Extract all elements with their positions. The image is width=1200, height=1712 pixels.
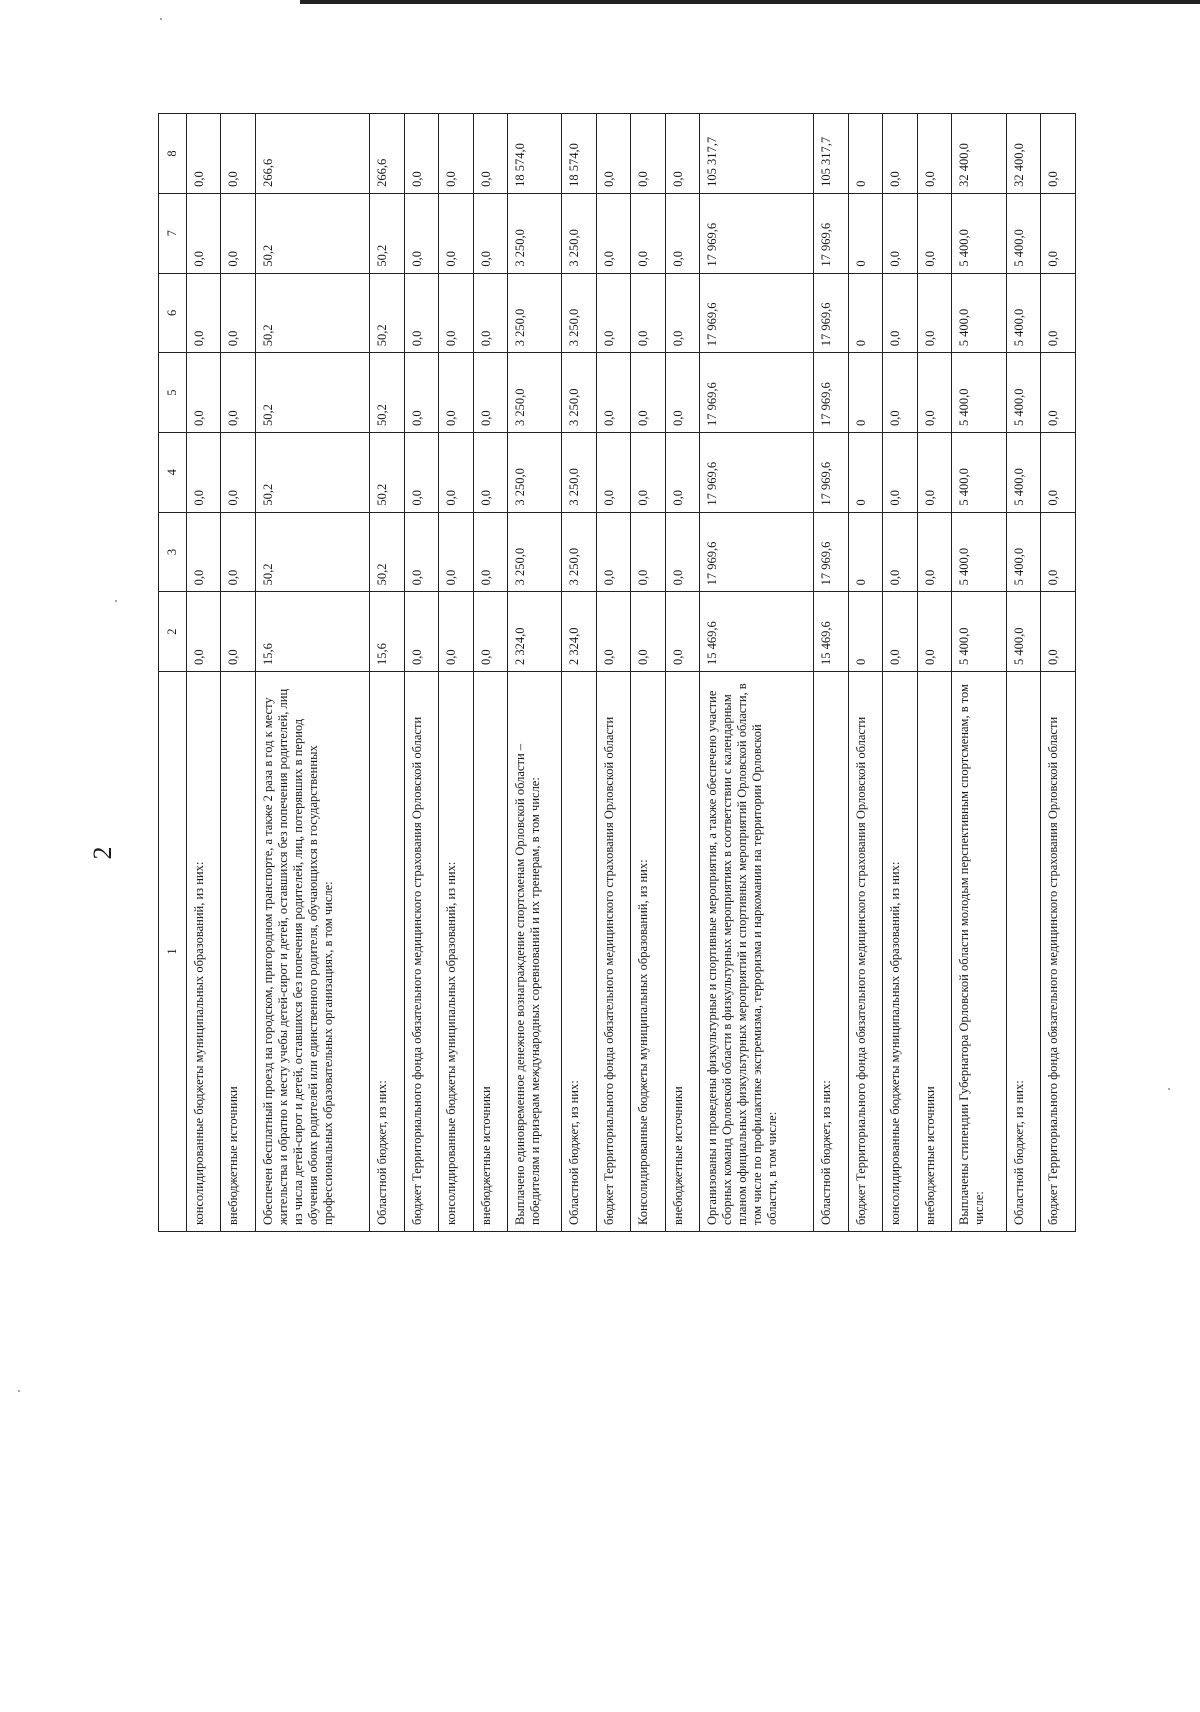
value-cell: 0,0 [221,353,255,433]
value-cell: 0,0 [883,432,917,512]
value-cell: 0,0 [596,592,630,672]
value-cell: 3 250,0 [508,193,562,273]
table-row [665,114,699,1232]
value-cell: 3 250,0 [562,193,596,273]
value-cell: 0,0 [596,512,630,592]
value-cell: 0,0 [917,432,951,512]
value-cell: 0,0 [631,432,665,512]
scan-edge-line [300,0,1200,4]
value-cell: 105 317,7 [700,114,814,194]
value-cell: 17 969,6 [814,512,848,592]
value-cell: 50,2 [255,512,369,592]
value-cell: 0,0 [221,193,255,273]
value-cell: 5 400,0 [1006,432,1040,512]
value-cell: 0 [848,193,882,273]
row-label: бюджет Территориального фонда обязательного медицинского страхования Орловской области [848,672,882,1232]
table-row [370,114,404,1232]
value-cell: 2 324,0 [562,592,596,672]
value-cell: 0,0 [473,273,507,353]
value-cell: 266,6 [370,114,404,194]
table-row [221,114,255,1232]
value-cell: 0,0 [439,432,473,512]
header-cell: 4 [159,432,187,512]
value-cell: 50,2 [255,273,369,353]
table-row [1006,114,1040,1232]
table-row [1041,114,1076,1232]
value-cell: 0,0 [1041,114,1076,194]
value-cell: 0,0 [883,193,917,273]
value-cell: 0,0 [473,114,507,194]
scan-speck [18,1390,20,1392]
value-cell: 0,0 [187,273,221,353]
value-cell: 5 400,0 [1006,193,1040,273]
value-cell: 0,0 [473,592,507,672]
table-row [473,114,507,1232]
value-cell: 5 400,0 [1006,273,1040,353]
value-cell: 0,0 [631,353,665,433]
value-cell: 15 469,6 [700,592,814,672]
header-cell: 5 [159,353,187,433]
value-cell: 0,0 [439,114,473,194]
value-cell: 5 400,0 [1006,512,1040,592]
value-cell: 17 969,6 [814,273,848,353]
value-cell: 17 969,6 [700,512,814,592]
value-cell: 0,0 [473,353,507,433]
value-cell: 17 969,6 [814,193,848,273]
value-cell: 0 [848,273,882,353]
value-cell: 0 [848,114,882,194]
header-cell: 7 [159,193,187,273]
value-cell: 5 400,0 [952,273,1006,353]
value-cell: 17 969,6 [700,193,814,273]
table-row [439,114,473,1232]
value-cell: 0,0 [631,592,665,672]
value-cell: 3 250,0 [562,512,596,592]
value-cell: 0,0 [473,432,507,512]
value-cell: 50,2 [370,353,404,433]
value-cell: 0,0 [1041,512,1076,592]
value-cell: 3 250,0 [508,353,562,433]
scan-speck [1168,1088,1170,1090]
value-cell: 0,0 [596,432,630,512]
value-cell: 50,2 [255,432,369,512]
value-cell: 5 400,0 [952,432,1006,512]
row-label: консолидированные бюджеты муниципальных образований, из них: [439,672,473,1232]
header-cell: 3 [159,512,187,592]
value-cell: 0,0 [1041,273,1076,353]
value-cell: 0,0 [187,592,221,672]
value-cell: 0,0 [665,592,699,672]
value-cell: 0,0 [473,193,507,273]
value-cell: 5 400,0 [952,193,1006,273]
value-cell: 0,0 [221,432,255,512]
value-cell: 32 400,0 [1006,114,1040,194]
row-label: Областной бюджет, из них: [562,672,596,1232]
value-cell: 0,0 [187,193,221,273]
value-cell: 0,0 [665,114,699,194]
value-cell: 105 317,7 [814,114,848,194]
value-cell: 3 250,0 [508,512,562,592]
row-label: Областной бюджет, из них: [370,672,404,1232]
page-number: 2 [88,846,117,860]
value-cell: 0,0 [404,512,438,592]
value-cell: 0,0 [221,592,255,672]
value-cell: 3 250,0 [562,353,596,433]
value-cell: 0,0 [883,114,917,194]
row-label: бюджет Территориального фонда обязательного медицинского страхования Орловской области [1041,672,1076,1232]
value-cell: 0,0 [917,512,951,592]
table-row [255,114,369,1232]
value-cell: 0,0 [187,353,221,433]
value-cell: 0,0 [439,193,473,273]
table-row [404,114,438,1232]
value-cell: 50,2 [370,512,404,592]
row-label: консолидированные бюджеты муниципальных образований, из них: [187,672,221,1232]
row-label: Выплачены стипендии Губернатора Орловской области молодым перспективным спортсменам, в том числе: [952,672,1006,1232]
value-cell: 3 250,0 [508,432,562,512]
value-cell: 0,0 [404,592,438,672]
row-label: внебюджетные источники [473,672,507,1232]
value-cell: 3 250,0 [508,273,562,353]
value-cell: 0,0 [439,512,473,592]
value-cell: 0,0 [1041,432,1076,512]
table-row [814,114,848,1232]
row-label: Организованы и проведены физкультурные и спортивные мероприятия, а также обеспечено участие сборных команд Орловской области в физкультурных мероприятиях в соответствии с календарным планом официальных физкультурных мероприятий и спортивных мероприятий Орловской области, в том числе по профилактике экстремизма, терроризма и наркомании на территории Орловской области, в том числе: [700,672,814,1232]
header-cell: 6 [159,273,187,353]
value-cell: 0,0 [883,273,917,353]
value-cell: 17 969,6 [700,432,814,512]
row-label: Областной бюджет, из них: [814,672,848,1232]
value-cell: 50,2 [255,353,369,433]
scan-speck [160,18,162,20]
row-label: Консолидированные бюджеты муниципальных образований, из них: [631,672,665,1232]
table-row [952,114,1006,1232]
value-cell: 0,0 [917,193,951,273]
table-body [187,114,1076,1232]
value-cell: 0,0 [1041,353,1076,433]
table-row [562,114,596,1232]
header-cell: 8 [159,114,187,194]
table-row [917,114,951,1232]
value-cell: 0,0 [439,592,473,672]
value-cell: 0,0 [883,512,917,592]
value-cell: 0,0 [665,353,699,433]
value-cell: 0,0 [439,353,473,433]
value-cell: 0,0 [404,432,438,512]
value-cell: 5 400,0 [952,512,1006,592]
header-cell: 2 [159,592,187,672]
value-cell: 0,0 [221,114,255,194]
value-cell: 17 969,6 [700,273,814,353]
table-row [700,114,814,1232]
row-label: внебюджетные источники [917,672,951,1232]
value-cell: 0 [848,353,882,433]
table-row [596,114,630,1232]
value-cell: 0,0 [631,114,665,194]
value-cell: 0,0 [404,114,438,194]
value-cell: 0 [848,512,882,592]
budget-table [158,113,1076,1232]
value-cell: 0,0 [596,193,630,273]
value-cell: 0,0 [917,592,951,672]
value-cell: 5 400,0 [952,592,1006,672]
value-cell: 2 324,0 [508,592,562,672]
scan-speck [115,600,117,602]
row-label: внебюджетные источники [665,672,699,1232]
value-cell: 0,0 [917,353,951,433]
value-cell: 50,2 [370,273,404,353]
table-row [848,114,882,1232]
value-cell: 0 [848,592,882,672]
header-row [159,114,187,1232]
value-cell: 0,0 [665,512,699,592]
header-cell: 1 [159,672,187,1232]
value-cell: 0,0 [596,114,630,194]
value-cell: 0,0 [631,273,665,353]
table-row [883,114,917,1232]
value-cell: 0,0 [187,114,221,194]
value-cell: 15,6 [255,592,369,672]
value-cell: 18 574,0 [562,114,596,194]
value-cell: 3 250,0 [562,432,596,512]
value-cell: 32 400,0 [952,114,1006,194]
table-container [158,114,1076,1232]
value-cell: 0,0 [439,273,473,353]
value-cell: 0 [848,432,882,512]
value-cell: 0,0 [473,512,507,592]
value-cell: 0,0 [187,432,221,512]
value-cell: 0,0 [631,512,665,592]
value-cell: 0,0 [404,353,438,433]
value-cell: 3 250,0 [562,273,596,353]
value-cell: 0,0 [187,512,221,592]
value-cell: 0,0 [221,273,255,353]
value-cell: 17 969,6 [814,353,848,433]
value-cell: 17 969,6 [814,432,848,512]
table-row [187,114,221,1232]
value-cell: 0,0 [596,273,630,353]
value-cell: 0,0 [883,353,917,433]
value-cell: 0,0 [1041,193,1076,273]
value-cell: 50,2 [255,193,369,273]
value-cell: 5 400,0 [1006,353,1040,433]
value-cell: 15,6 [370,592,404,672]
value-cell: 50,2 [370,193,404,273]
row-label: бюджет Территориального фонда обязательного медицинского страхования Орловской области [596,672,630,1232]
value-cell: 0,0 [665,193,699,273]
value-cell: 0,0 [404,193,438,273]
value-cell: 0,0 [665,432,699,512]
value-cell: 0,0 [665,273,699,353]
value-cell: 0,0 [917,273,951,353]
value-cell: 0,0 [1041,592,1076,672]
value-cell: 50,2 [370,432,404,512]
row-label: Выплачено единовременное денежное вознаграждение спортсменам Орловской области – победителям и призерам международных соревнований и их тренерам, в том числе: [508,672,562,1232]
value-cell: 0,0 [596,353,630,433]
table-row [631,114,665,1232]
value-cell: 5 400,0 [952,353,1006,433]
value-cell: 15 469,6 [814,592,848,672]
row-label: Обеспечен бесплатный проезд на городском, пригородном транспорте, а также 2 раза в год к месту жительства и обратно к месту учебы детей-сирот и детей, оставшихся без попечения родителей, лиц из числа детей-сирот и детей, оставшихся без попечения родителей, лиц, потерявших в период обучения обоих родителей или единственного родителя, обучающихся в государственных профессиональных образовательных организациях, в том числе: [255,672,369,1232]
table-row [508,114,562,1232]
value-cell: 0,0 [631,193,665,273]
value-cell: 0,0 [883,592,917,672]
value-cell: 5 400,0 [1006,592,1040,672]
value-cell: 18 574,0 [508,114,562,194]
row-label: консолидированные бюджеты муниципальных образований, из них: [883,672,917,1232]
row-label: Областной бюджет, из них: [1006,672,1040,1232]
value-cell: 17 969,6 [700,353,814,433]
value-cell: 0,0 [404,273,438,353]
value-cell: 0,0 [917,114,951,194]
row-label: внебюджетные источники [221,672,255,1232]
value-cell: 0,0 [221,512,255,592]
row-label: бюджет Территориального фонда обязательного медицинского страхования Орловской области [404,672,438,1232]
value-cell: 266,6 [255,114,369,194]
